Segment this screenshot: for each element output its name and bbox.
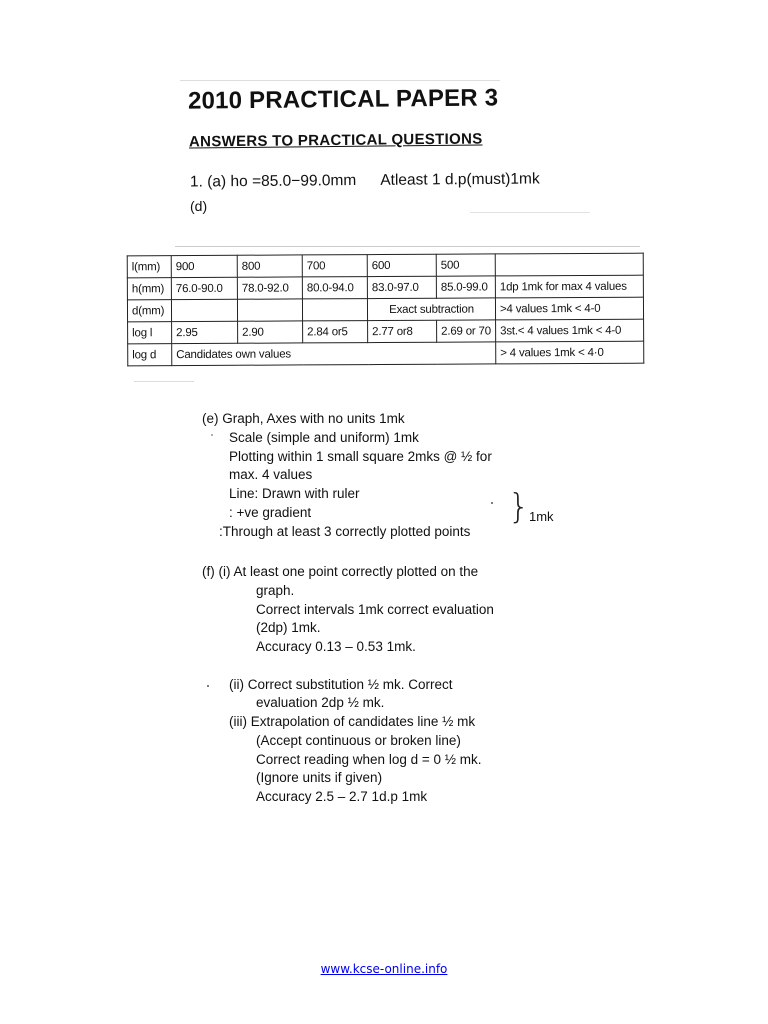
faint-rule bbox=[175, 246, 640, 247]
table-cell: 80.0-94.0 bbox=[302, 277, 367, 299]
part-e-line: (e) Graph, Axes with no units 1mk bbox=[202, 411, 405, 426]
table-cell: 2.84 or5 bbox=[303, 321, 368, 343]
speck bbox=[491, 502, 493, 504]
part-f-line: Correct reading when log d = 0 ½ mk. bbox=[256, 752, 482, 767]
part-e-line: Scale (simple and uniform) 1mk bbox=[229, 430, 419, 445]
table-cell: > 4 values 1mk < 4·0 bbox=[496, 341, 644, 364]
table-cell: 85.0-99.0 bbox=[436, 276, 495, 298]
table-row bbox=[128, 319, 644, 344]
table-cell: 2.95 bbox=[172, 321, 238, 343]
table-cell: 800 bbox=[237, 255, 302, 277]
table-row bbox=[127, 253, 643, 278]
q1a-value: =85.0−99.0mm bbox=[251, 172, 357, 190]
table-cell: 2.77 or8 bbox=[368, 320, 437, 342]
part-f-line: (iii) Extrapolation of candidates line ½ mk bbox=[229, 714, 476, 729]
page-subtitle: ANSWERS TO PRACTICAL QUESTIONS bbox=[188, 130, 483, 151]
table-row bbox=[127, 297, 643, 322]
table-cell: 900 bbox=[171, 255, 237, 277]
table-cell bbox=[237, 299, 302, 321]
part-f-line: (Ignore units if given) bbox=[256, 770, 383, 785]
part-e-line: Line: Drawn with ruler bbox=[229, 486, 360, 501]
part-e-line: max. 4 values bbox=[229, 467, 313, 482]
table-cell: d(mm) bbox=[127, 300, 171, 322]
table-cell: 2.90 bbox=[238, 321, 303, 343]
speck bbox=[211, 434, 213, 436]
part-f-line: Accuracy 2.5 – 2.7 1d.p 1mk bbox=[256, 789, 428, 804]
table-cell: h(mm) bbox=[127, 278, 171, 300]
part-f-line: Accuracy 0.13 – 0.53 1mk. bbox=[256, 639, 416, 654]
table-cell: log d bbox=[128, 344, 172, 366]
table-cell bbox=[171, 299, 237, 321]
footer-link[interactable]: www.kcse-online.info bbox=[320, 962, 448, 976]
question-1a bbox=[190, 170, 540, 191]
brace-mark-label: 1mk bbox=[529, 509, 554, 524]
table-cell: 83.0-97.0 bbox=[367, 276, 436, 298]
table-cell: 76.0-90.0 bbox=[171, 277, 237, 299]
table-cell: log l bbox=[128, 322, 172, 344]
q1a-note: Atleast 1 d.p(must)1mk bbox=[380, 170, 540, 189]
table-cell: Candidates own values bbox=[172, 342, 496, 366]
page-title: 2010 PRACTICAL PAPER 3 bbox=[187, 84, 499, 115]
table-cell: 600 bbox=[367, 254, 436, 276]
question-1d-label: (d) bbox=[190, 198, 208, 214]
part-f-line: evaluation 2dp ½ mk. bbox=[256, 695, 385, 710]
speck bbox=[207, 685, 209, 687]
table-cell: >4 values 1mk < 4-0 bbox=[495, 297, 643, 320]
table-cell: 3st.< 4 values 1mk < 4-0 bbox=[496, 319, 644, 342]
results-table bbox=[127, 253, 645, 367]
faint-rule bbox=[134, 381, 194, 382]
table-cell bbox=[495, 253, 643, 276]
part-e-line: :Through at least 3 correctly plotted points bbox=[219, 524, 471, 539]
table-cell: l(mm) bbox=[127, 256, 171, 278]
part-f-line: (f) (i) At least one point correctly plotted on the bbox=[202, 564, 479, 579]
part-f-line: (Accept continuous or broken line) bbox=[256, 733, 461, 748]
table-cell: Exact subtraction bbox=[367, 298, 495, 321]
part-f-line: (ii) Correct substitution ½ mk. Correct bbox=[229, 677, 453, 692]
table-cell: 700 bbox=[302, 255, 367, 277]
table-cell: 2.69 or 70 bbox=[437, 320, 496, 342]
table-cell: 500 bbox=[436, 254, 495, 276]
part-f-line: (2dp) 1mk. bbox=[256, 620, 321, 635]
table-cell bbox=[302, 299, 367, 321]
q1a-prefix: 1. (a) ho bbox=[189, 173, 248, 191]
faint-rule bbox=[470, 212, 590, 213]
table-row bbox=[127, 275, 643, 300]
table-cell: 78.0-92.0 bbox=[237, 277, 302, 299]
part-e-line: Plotting within 1 small square 2mks @ ½ for bbox=[229, 449, 492, 464]
part-e-line: : +ve gradient bbox=[229, 505, 312, 520]
faint-rule bbox=[180, 80, 500, 81]
table-cell: 1dp 1mk for max 4 values bbox=[495, 275, 643, 298]
table-row bbox=[128, 341, 644, 366]
part-f-line: graph. bbox=[256, 583, 295, 598]
part-f-line: Correct intervals 1mk correct evaluation bbox=[256, 602, 494, 617]
brace-mark: } bbox=[508, 487, 530, 527]
